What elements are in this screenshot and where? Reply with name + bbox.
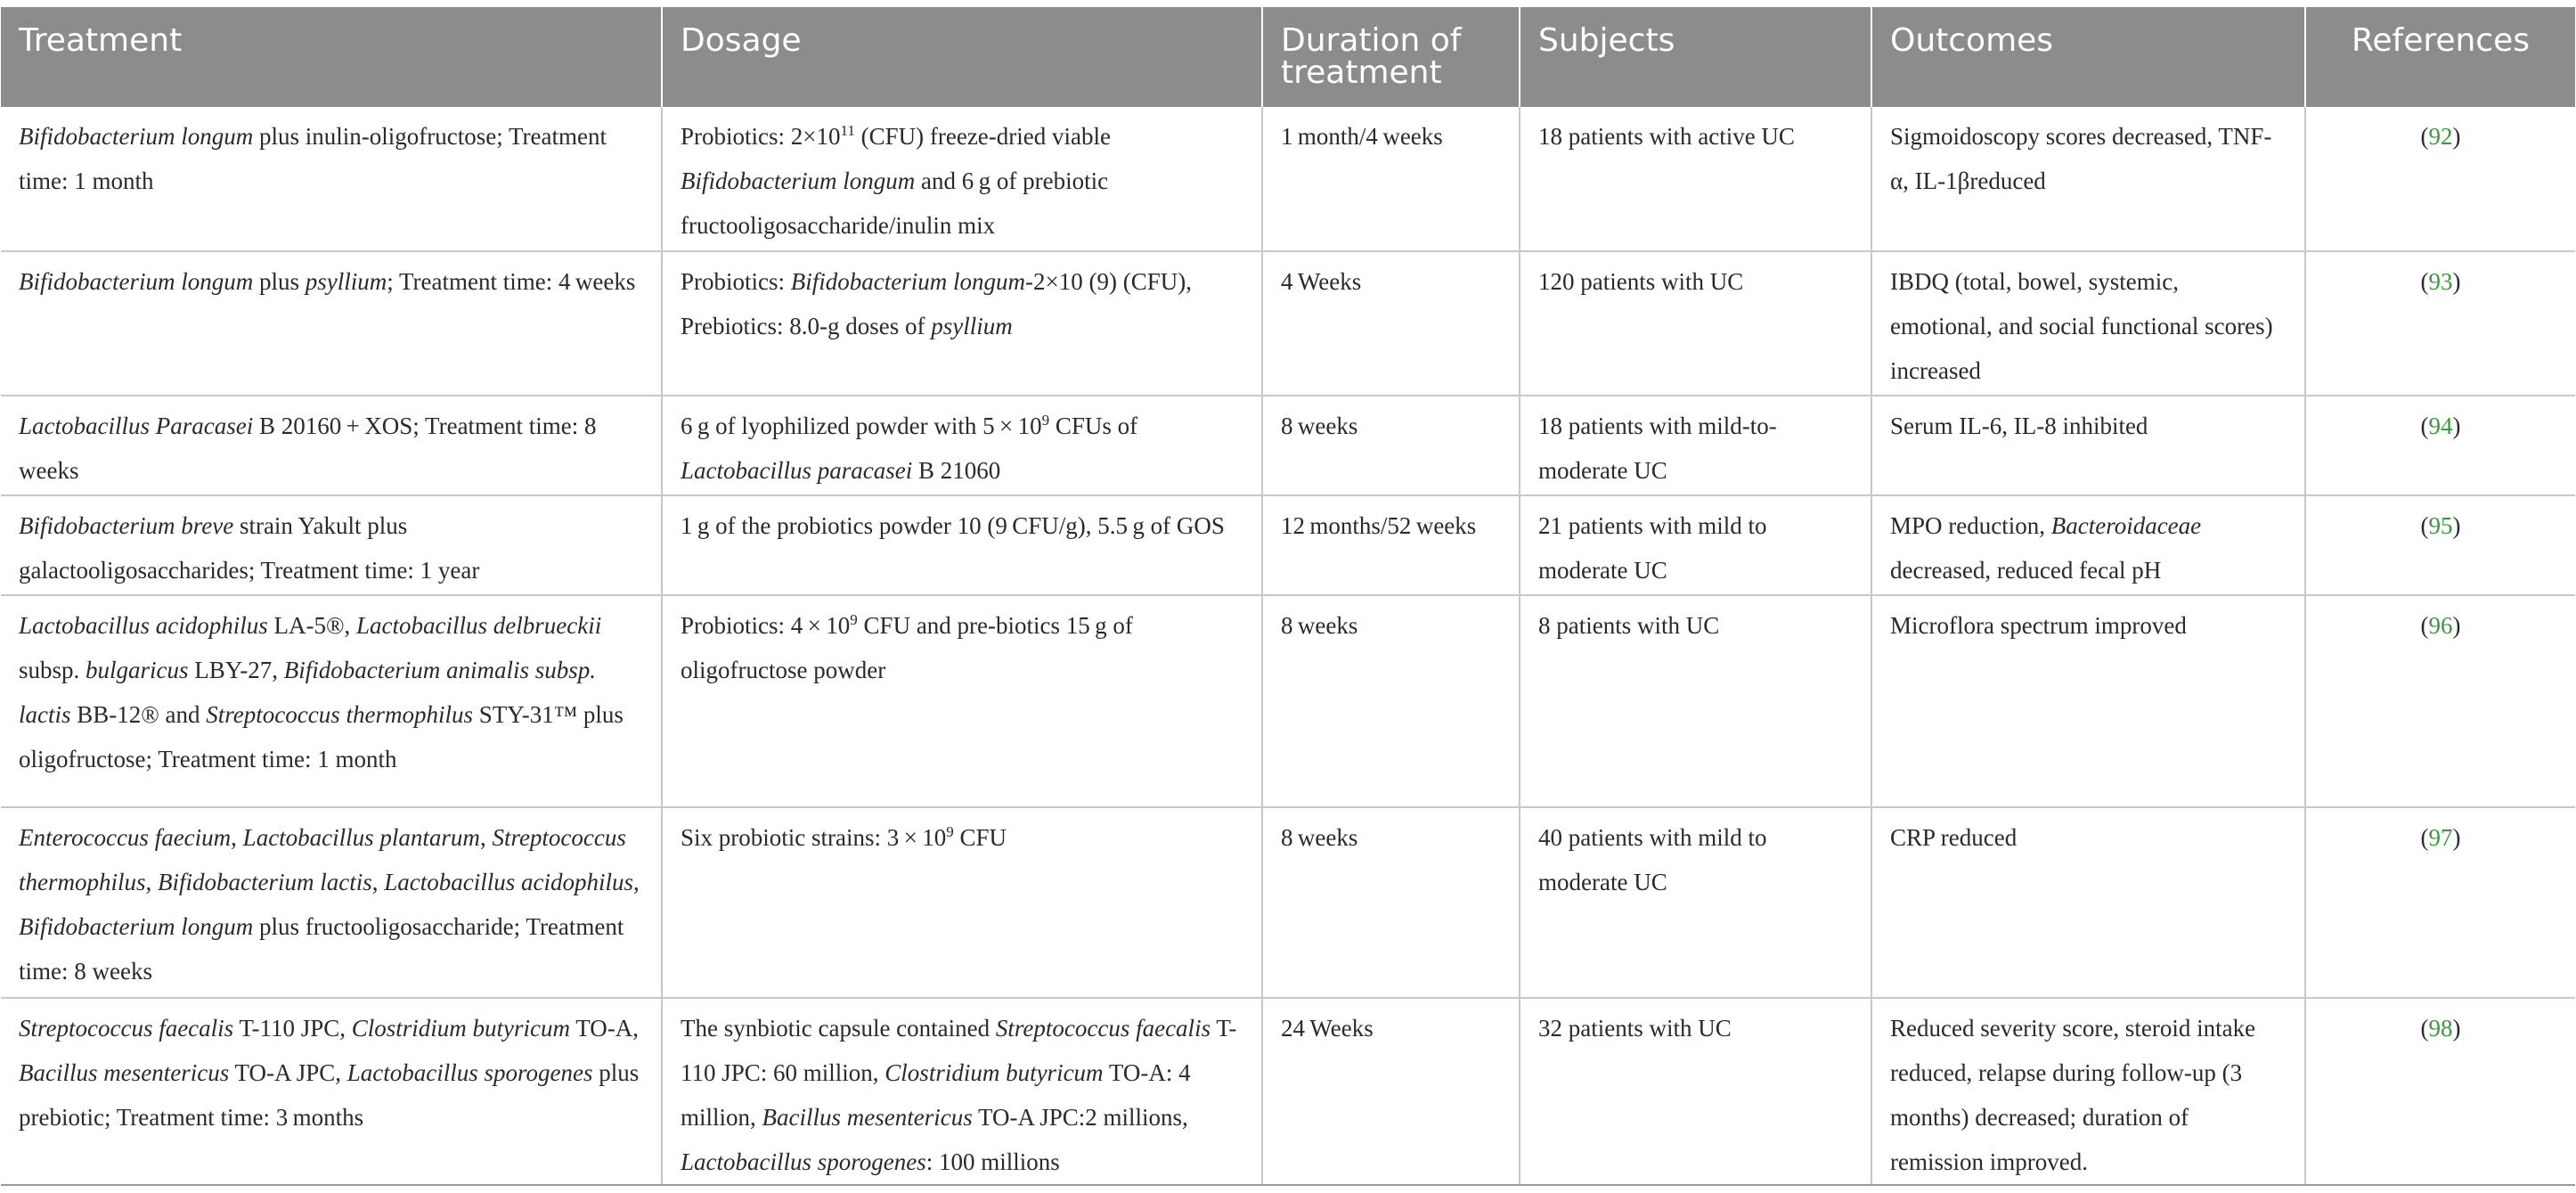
table-row bbox=[1, 396, 2575, 495]
reference-link[interactable]: 94 bbox=[2428, 413, 2453, 439]
cell-subjects: 18 patients with active UC bbox=[1520, 107, 1871, 251]
cell-duration: 24 Weeks bbox=[1262, 998, 1520, 1185]
cell-outcomes: Serum IL-6, IL-8 inhibited bbox=[1871, 396, 2305, 495]
cell-outcomes: Reduced severity score, steroid intake reduced, relapse during follow-up (3 months) decreased; duration of remission improved. bbox=[1871, 998, 2305, 1185]
cell-subjects: 21 patients with mild to moderate UC bbox=[1520, 495, 1871, 595]
cell-reference: (98) bbox=[2305, 998, 2575, 1185]
cell-treatment: Bifidobacterium breve strain Yakult plus galactooligosaccharides; Treatment time: 1 year bbox=[1, 495, 662, 595]
cell-duration: 8 weeks bbox=[1262, 807, 1520, 998]
cell-dosage: 6 g of lyophilized powder with $5 \times 10^9$ CFUs of Lactobacillus paracasei B 21060 bbox=[662, 396, 1262, 495]
header-dosage: Dosage bbox=[662, 7, 1262, 107]
cell-reference: (96) bbox=[2305, 595, 2575, 807]
cell-treatment: Bifidobacterium longum plus inulin-oligofructose; Treatment time: 1 month bbox=[1, 107, 662, 251]
cell-reference: (94) bbox=[2305, 396, 2575, 495]
header-duration: Duration of treatment bbox=[1262, 7, 1520, 107]
cell-reference: (97) bbox=[2305, 807, 2575, 998]
table-row bbox=[1, 107, 2575, 251]
cell-treatment: Lactobacillus acidophilus LA-5®, Lactobacillus delbrueckii subsp. bulgaricus LBY-27, Bifidobacterium animalis subsp. lactis BB-12® and Streptococcus thermophilus STY-31™ plus oligofructose; Treatment time: 1 month bbox=[1, 595, 662, 807]
cell-treatment: Enterococcus faecium, Lactobacillus plantarum, Streptococcus thermophilus, Bifidobacterium lactis, Lactobacillus acidophilus, Bifidobacterium longum plus fructooligosaccharide; Treatment time: 8 weeks bbox=[1, 807, 662, 998]
reference-link[interactable]: 96 bbox=[2428, 612, 2453, 639]
cell-reference: (95) bbox=[2305, 495, 2575, 595]
cell-subjects: 8 patients with UC bbox=[1520, 595, 1871, 807]
table-row bbox=[1, 251, 2575, 396]
cell-dosage: Probiotics: $4 \times 10^9$ CFU and pre-biotics 15 g of oligofructose powder bbox=[662, 595, 1262, 807]
cell-duration: 8 weeks bbox=[1262, 396, 1520, 495]
header-outcomes: Outcomes bbox=[1871, 7, 2305, 107]
table-row bbox=[1, 807, 2575, 998]
cell-outcomes: Microflora spectrum improved bbox=[1871, 595, 2305, 807]
reference-link[interactable]: 93 bbox=[2428, 268, 2453, 295]
cell-duration: 4 Weeks bbox=[1262, 251, 1520, 396]
cell-dosage: Probiotics: Bifidobacterium longum-2×10 (9) (CFU), Prebiotics: 8.0-g doses of psyllium bbox=[662, 251, 1262, 396]
cell-outcomes: IBDQ (total, bowel, systemic, emotional, and social functional scores) increased bbox=[1871, 251, 2305, 396]
cell-outcomes: MPO reduction, Bacteroidaceae decreased, reduced fecal pH bbox=[1871, 495, 2305, 595]
cell-dosage: 1 g of the probiotics powder 10 (9 CFU/g), 5.5 g of GOS bbox=[662, 495, 1262, 595]
cell-duration: 1 month/4 weeks bbox=[1262, 107, 1520, 251]
cell-duration: 8 weeks bbox=[1262, 595, 1520, 807]
table-row bbox=[1, 495, 2575, 595]
cell-duration: 12 months/52 weeks bbox=[1262, 495, 1520, 595]
cell-treatment: Bifidobacterium longum plus psyllium; Treatment time: 4 weeks bbox=[1, 251, 662, 396]
header-subjects: Subjects bbox=[1520, 7, 1871, 107]
reference-link[interactable]: 92 bbox=[2428, 123, 2453, 150]
reference-link[interactable]: 97 bbox=[2428, 824, 2453, 851]
table-body bbox=[1, 107, 2575, 1185]
table-row bbox=[1, 595, 2575, 807]
reference-link[interactable]: 98 bbox=[2428, 1015, 2453, 1042]
cell-treatment: Streptococcus faecalis T-110 JPC, Clostridium butyricum TO-A, Bacillus mesentericus TO-A JPC, Lactobacillus sporogenes plus prebiotic; Treatment time: 3 months bbox=[1, 998, 662, 1185]
cell-subjects: 18 patients with mild-to-moderate UC bbox=[1520, 396, 1871, 495]
cell-subjects: 120 patients with UC bbox=[1520, 251, 1871, 396]
cell-dosage: Six probiotic strains: $3 \times 10^9$ CFU bbox=[662, 807, 1262, 998]
reference-link[interactable]: 95 bbox=[2428, 512, 2453, 539]
cell-treatment: Lactobacillus Paracasei B 20160 + XOS; Treatment time: 8 weeks bbox=[1, 396, 662, 495]
cell-outcomes: Sigmoidoscopy scores decreased, TNF-α, IL-1βreduced bbox=[1871, 107, 2305, 251]
cell-subjects: 40 patients with mild to moderate UC bbox=[1520, 807, 1871, 998]
cell-reference: (93) bbox=[2305, 251, 2575, 396]
table-row bbox=[1, 998, 2575, 1185]
cell-subjects: 32 patients with UC bbox=[1520, 998, 1871, 1185]
cell-dosage: The synbiotic capsule contained Streptococcus faecalis T-110 JPC: 60 million, Clostridium butyricum TO-A: 4 million, Bacillus mesentericus TO-A JPC:2 millions, Lactobacillus sporogenes: 100 millions bbox=[662, 998, 1262, 1185]
header-references: References bbox=[2305, 7, 2575, 107]
header-treatment: Treatment bbox=[1, 7, 662, 107]
cell-reference: (92) bbox=[2305, 107, 2575, 251]
cell-dosage: Probiotics: $2\times 10^{11}$ (CFU) freeze-dried viable Bifidobacterium longum and 6 g of prebiotic fructooligosaccharide/inulin mix bbox=[662, 107, 1262, 251]
cell-outcomes: CRP reduced bbox=[1871, 807, 2305, 998]
table-header bbox=[1, 7, 2575, 107]
header-row bbox=[1, 7, 2575, 107]
probiotics-uc-table bbox=[1, 7, 2575, 1186]
